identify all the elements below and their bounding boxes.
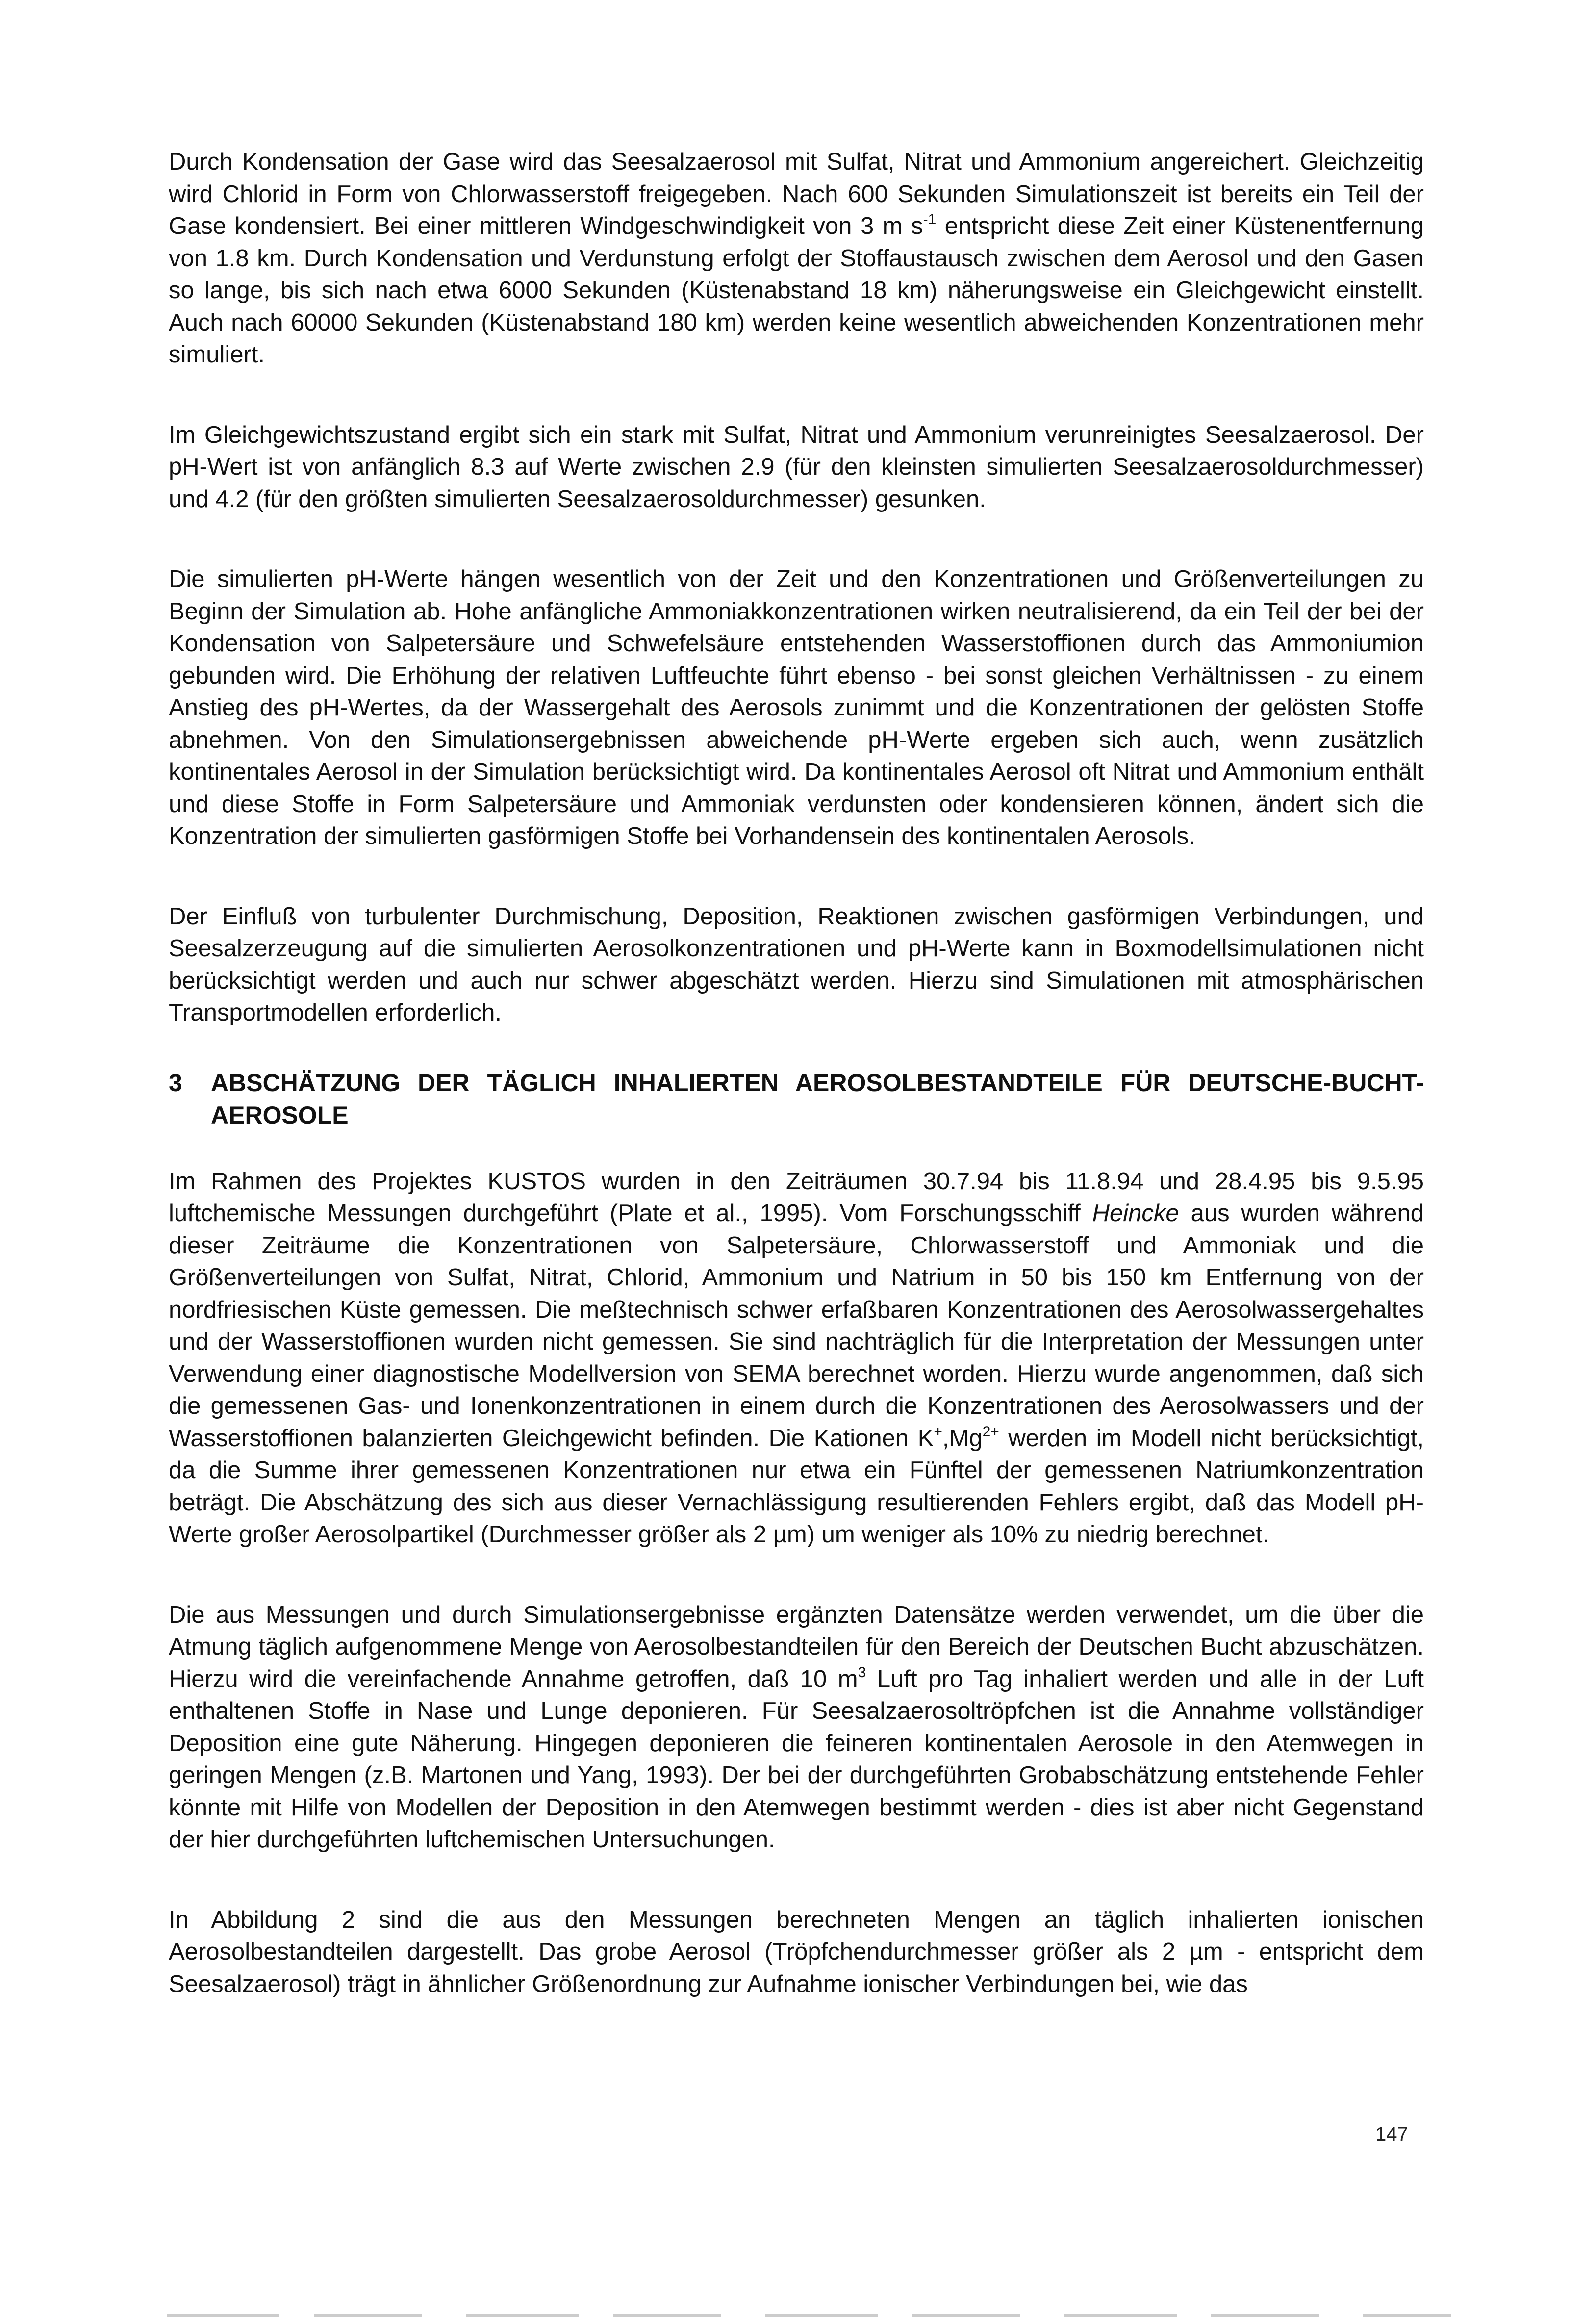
paragraph-inhalation: Die aus Messungen und durch Simulationsergebnisse ergänzten Datensätze werden verwendet, um die über die Atmung täglich aufgenommene Menge von Aerosolbestandteilen für den Bereich der Deutschen Bucht abzuschätzen. Hierzu wird die vereinfachende Annahme getroffen, daß 10 $m^3$ Luft pro Tag inhaliert werden und alle in der Luft enthaltenen Stoffe in Nase und Lunge deponieren. Für Seesalzaerosoltröpfchen ist die Annahme vollständiger Deposition eine gute Näherung. Hingegen deponieren die feineren kontinentalen Aerosole in den Atemwegen in geringen Mengen (z.B. Martonen und Yang, 1993). Der bei der durchgeführten Grobabschätzung entstehende Fehler könnte mit Hilfe von Modellen der Deposition in den Atemwegen bestimmt werden - dies ist aber nicht Gegenstand der hier durchgeführten luftchemischen Untersuchungen. [169,1601,1424,1853]
paragraph-condensation: Durch Kondensation der Gase wird das Seesalzaerosol mit Sulfat, Nitrat und Ammonium angereichert. Gleichzeitig wird Chlorid in Form von Chlorwasserstoff freigegeben. Nach 600 Sekunden Simulationszeit ist bereits ein Teil der Gase kondensiert. Bei einer mittleren Windgeschwindigkeit von 3 m $s^{-1}$ entspricht diese Zeit einer Küstenentfernung von 1.8 km. Durch Kondensation und Verdunstung erfolgt der Stoffaustausch zwischen dem Aerosol und den Gasen so lange, bis sich nach etwa 6000 Sekunden (Küstenabstand 18 km) näherungsweise ein Gleichgewicht einstellt. Auch nach 60000 Sekunden (Küstenabstand 180 km) werden keine wesentlich abweichenden Konzentrationen mehr simuliert. [169,149,1424,368]
section-title: ABSCHÄTZUNG DER TÄGLICH INHALIERTEN AEROSOLBESTANDTEILE FÜR DEUTSCHE-BUCHT-AEROSOLE [211,1069,1424,1129]
scan-border-line [167,2314,1451,2317]
paragraph-figure-reference: In Abbildung 2 sind die aus den Messungen berechneten Mengen an täglich inhalierten ionischen Aerosolbestandteilen dargestellt. Das grobe Aerosol (Tröpfchendurchmesser größer als 2 µm - entspricht dem Seesalzaerosol) trägt in ähnlicher Größenordnung zur Aufnahme ionischer Verbindungen bei, wie das [169,1906,1424,1997]
paragraph-turbulence: Der Einfluß von turbulenter Durchmischung, Deposition, Reaktionen zwischen gasförmigen Verbindungen, und Seesalzerzeugung auf die simulierten Aerosolkonzentrationen und pH-Werte kann in Boxmodellsimulationen nicht berücksichtigt werden und auch nur schwer abgeschätzt werden. Hierzu sind Simulationen mit atmosphärischen Transportmodellen erforderlich. [169,903,1424,1026]
paragraph-kustos: Im Rahmen des Projektes KUSTOS wurden in den Zeiträumen 30.7.94 bis 11.8.94 und 28.4.95 bis 9.5.95 luftchemische Messungen durchgeführt (Plate et al., 1995). Vom Forschungsschiff Heincke aus wurden während dieser Zeiträume die Konzentrationen von Salpetersäure, Chlorwasserstoff und Ammoniak und die Größenverteilungen von Sulfat, Nitrat, Chlorid, Ammonium und Natrium in 50 bis 150 km Entfernung von der nordfriesischen Küste gemessen. Die meßtechnisch schwer erfaßbaren Konzentrationen des Aerosolwassergehaltes und der Wasserstoffionen wurden nicht gemessen. Sie sind nachträglich für die Interpretation der Messungen unter Verwendung einer diagnostische Modellversion von SEMA berechnet worden. Hierzu wurde angenommen, daß sich die gemessenen Gas- und Ionenkonzentrationen in einem durch die Konzentrationen des Aerosolwassers und der Wasserstoffionen balanzierten Gleichgewicht befinden. Die Kationen $K^+,Mg^{2+}$ werden im Modell nicht berücksichtigt, da die Summe ihrer gemessenen Konzentrationen nur etwa ein Fünftel der gemessenen Natriumkonzentration beträgt. Die Abschätzung des sich aus dieser Vernachlässigung resultierenden Fehlers ergibt, daß das Modell pH-Werte großer Aerosolpartikel (Durchmesser größer als 2 µm) um weniger als 10% zu niedrig berechnet. [169,1168,1424,1548]
section-heading [169,1067,1424,1131]
document-page [169,146,1424,2048]
page-number: 147 [1375,2123,1408,2145]
paragraph-ph-values: Die simulierten pH-Werte hängen wesentlich von der Zeit und den Konzentrationen und Größenverteilungen zu Beginn der Simulation ab. Hohe anfängliche Ammoniakkonzentrationen wirken neutralisierend, da ein Teil der bei der Kondensation von Salpetersäure und Schwefelsäure entstehenden Wasserstoffionen durch das Ammoniumion gebunden wird. Die Erhöhung der relativen Luftfeuchte führt ebenso - bei sonst gleichen Verhältnissen - zu einem Anstieg des pH-Wertes, da der Wassergehalt des Aerosols zunimmt und die Konzentrationen der gelösten Stoffe abnehmen. Von den Simulationsergebnissen abweichende pH-Werte ergeben sich auch, wenn zusätzlich kontinentales Aerosol in der Simulation berücksichtigt wird. Da kontinentales Aerosol oft Nitrat und Ammonium enthält und diese Stoffe in Form Salpetersäure und Ammoniak verdunsten oder kondensieren können, ändert sich die Konzentration der simulierten gasförmigen Stoffe bei Vorhandensein des kontinentalen Aerosols. [169,566,1424,849]
ship-name: Heincke [1092,1200,1179,1226]
paragraph-equilibrium: Im Gleichgewichtszustand ergibt sich ein stark mit Sulfat, Nitrat und Ammonium verunreinigtes Seesalzaerosol. Der pH-Wert ist von anfänglich 8.3 auf Werte zwischen 2.9 (für den kleinsten simulierten Seesalzaerosoldurchmesser) und 4.2 (für den größten simulierten Seesalzaerosoldurchmesser) gesunken. [169,421,1424,512]
section-number: 3 [169,1069,182,1097]
